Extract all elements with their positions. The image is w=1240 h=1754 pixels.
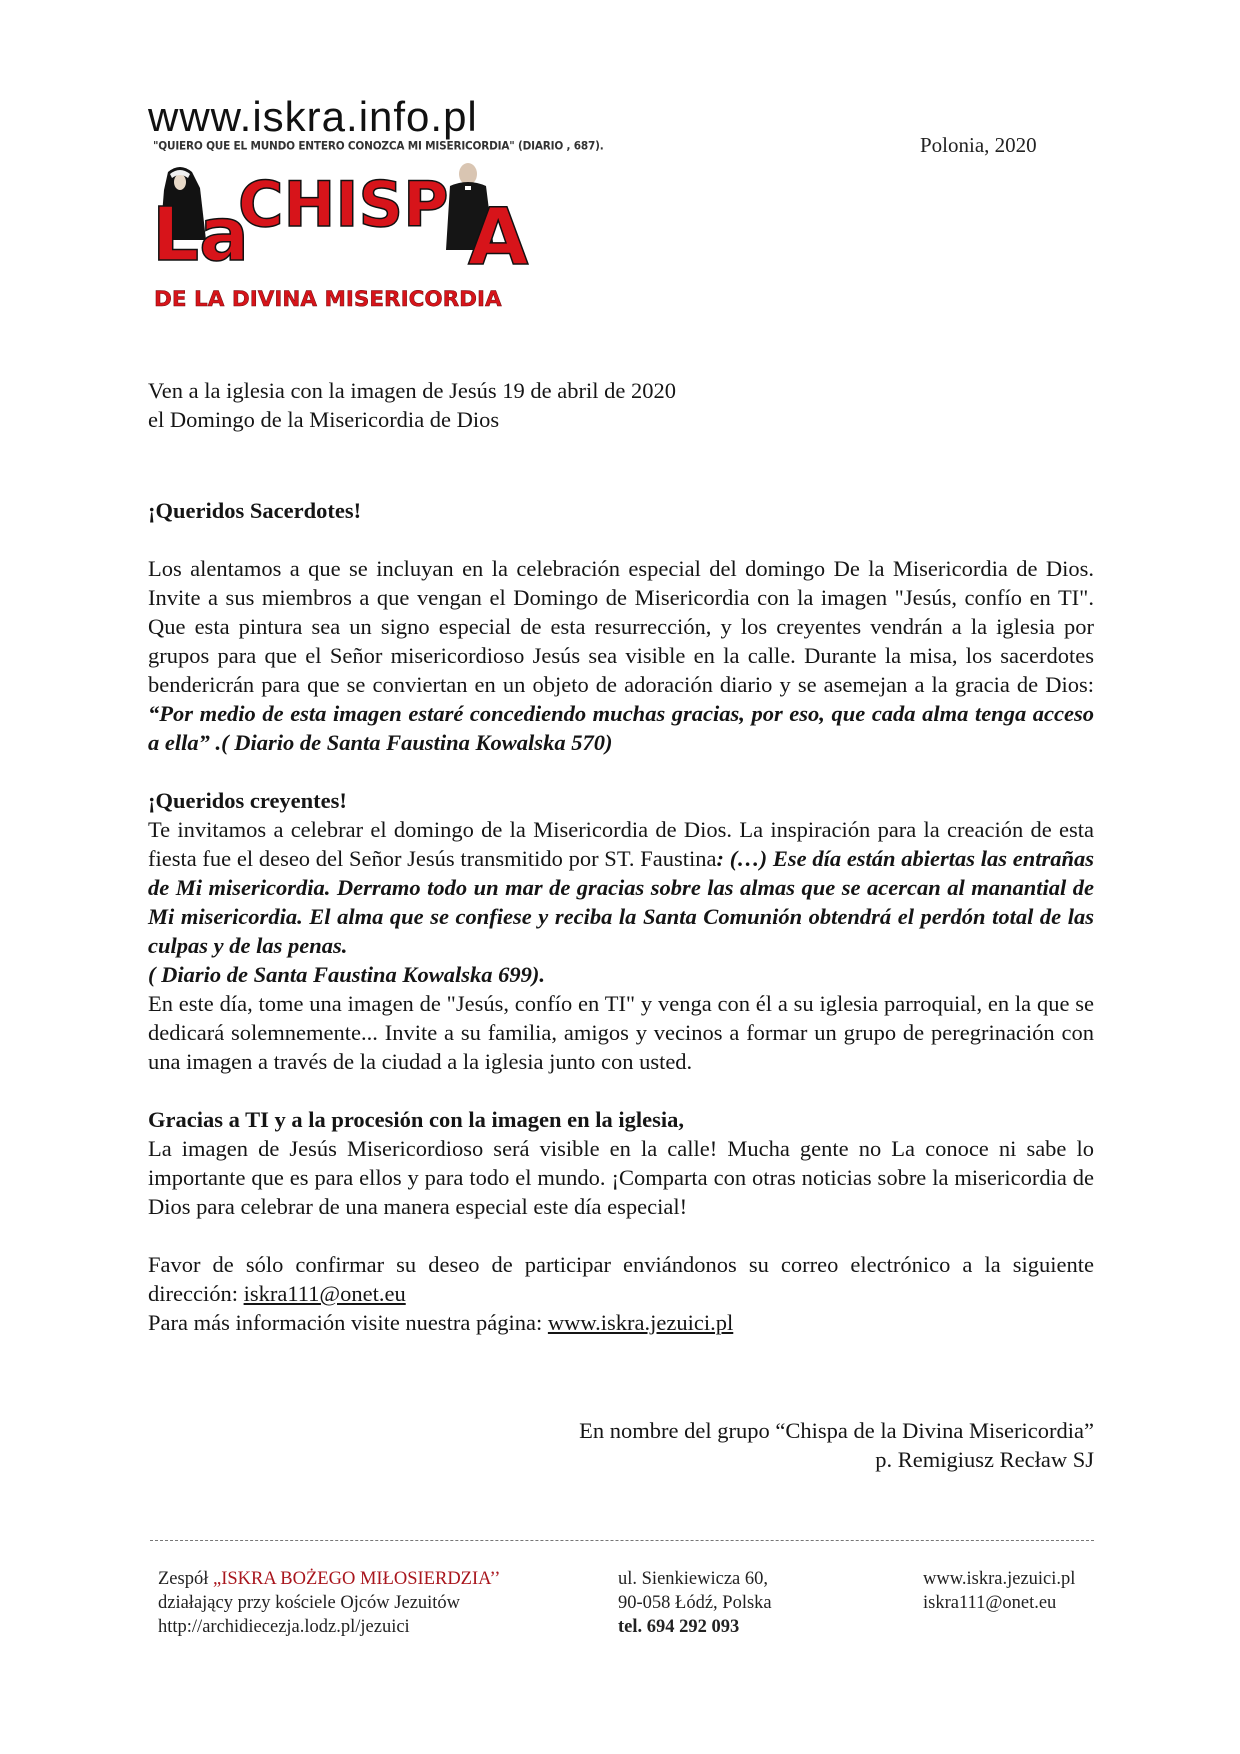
intro-line-2: el Domingo de la Misericordia de Dios bbox=[148, 407, 500, 432]
intro-line-1: Ven a la iglesia con la imagen de Jesús 19 de abril de 2020 bbox=[148, 378, 676, 403]
signature-group-line: En nombre del grupo “Chispa de la Divina Misericordia” bbox=[579, 1418, 1094, 1443]
thanks-heading: Gracias a TI y a la procesión con la imagen en la iglesia, bbox=[148, 1107, 685, 1132]
contact-text: Favor de sólo confirmar su deseo de participar enviándonos su correo electrónico a la siguiente dirección: bbox=[148, 1252, 1094, 1306]
logo-subtitle-text: DE LA DIVINA MISERICORDIA bbox=[154, 287, 502, 312]
believers-paragraph bbox=[148, 815, 1094, 960]
footer-address bbox=[618, 1567, 772, 1639]
info-line bbox=[148, 1308, 1094, 1337]
believers-quote: : (…) Ese día están abiertas las entrañas de Mi misericordia. Derramo todo un mar de gracias sobre las almas que se acercan al manantial de Mi misericordia. El alma que se confiese y reciba la Santa Comunión obtendrá el perdón total de las culpas y de las penas. bbox=[148, 846, 1094, 958]
footer-email[interactable]: iskra111@onet.eu bbox=[923, 1593, 1057, 1613]
priests-text: Los alentamos a que se incluyan en la celebración especial del domingo De la Misericordia de Dios. Invite a sus miembros a que vengan el Domingo de Misericordia con la imagen "Jesús, confío en TI". Que esta pintura sea un signo especial de esta resurrección, y los creyentes vendrán a la iglesia por grupos para que el Señor misericordioso Jesús sea visible en la calle. Durante la misa, los sacerdotes bendericrán para que se conviertan en un objeto de adoración diario y se asemejan a la gracia de Dios: bbox=[148, 556, 1094, 697]
priests-heading: ¡Queridos Sacerdotes! bbox=[148, 498, 362, 523]
la-chispa-logo bbox=[150, 160, 540, 320]
footer-divider bbox=[150, 1540, 1094, 1541]
footer-org-name: „ISKRA BOŻEGO MIŁOSIERDZIA’’ bbox=[212, 1569, 501, 1589]
contact-email-link[interactable]: iskra111@onet.eu bbox=[243, 1281, 406, 1306]
footer-org-line-2: działający przy kościele Ojców Jezuitów bbox=[158, 1593, 461, 1613]
believers-text: Te invitamos a celebrar el domingo de la Misericordia de Dios. La inspiración para la creación de esta fiesta fue el deseo del Señor Jesús transmitido por ST. Faustina bbox=[148, 817, 1094, 871]
priests-paragraph bbox=[148, 554, 1094, 757]
site-url[interactable]: www.iskra.info.pl bbox=[148, 93, 478, 140]
footer-org-prefix: Zespół bbox=[158, 1569, 213, 1589]
footer-org-line-1 bbox=[158, 1567, 500, 1591]
signature-block bbox=[579, 1416, 1094, 1474]
believers-paragraph-2: En este día, tome una imagen de "Jesús, confío en TI" y venga con él a su iglesia parroquial, en la que se dedicará solemnemente... Invite a su familia, amigos y vecinos a formar un grupo de peregrinación con una imagen a través de la ciudad a la iglesia junto con usted. bbox=[148, 991, 1094, 1074]
footer-contact bbox=[923, 1567, 1075, 1615]
footer-phone: tel. 694 292 093 bbox=[618, 1617, 740, 1637]
footer-org-url[interactable]: http://archidiecezja.lodz.pl/jezuici bbox=[158, 1617, 410, 1637]
info-prefix: Para más información visite nuestra página: bbox=[148, 1310, 548, 1335]
thanks-paragraph: La imagen de Jesús Misericordioso será visible en la calle! Mucha gente no La conoce ni sabe lo importante que es para ellos y para todo el mundo. ¡Comparta con otras noticias sobre la misericordia de Dios para celebrar de una manera especial este día especial! bbox=[148, 1136, 1094, 1219]
letter-body bbox=[148, 376, 1094, 1337]
logo-tagline: "QUIERO QUE EL MUNDO ENTERO CONOZCA MI MISERICORDIA" (DIARIO , 687). bbox=[153, 139, 604, 153]
logo-a-text: A bbox=[468, 193, 529, 283]
signature-name: p. Remigiusz Recław SJ bbox=[875, 1447, 1094, 1472]
logo-chispa-text: CHISP bbox=[238, 168, 449, 241]
believers-quote-ref: ( Diario de Santa Faustina Kowalska 699). bbox=[148, 962, 545, 987]
footer-street: ul. Sienkiewicza 60, bbox=[618, 1569, 769, 1589]
contact-paragraph bbox=[148, 1250, 1094, 1308]
place-and-date: Polonia, 2020 bbox=[920, 133, 1037, 157]
footer-city: 90-058 Łódź, Polska bbox=[618, 1593, 772, 1613]
logo-la-text: La bbox=[152, 192, 250, 278]
footer-organization bbox=[158, 1567, 500, 1639]
believers-heading: ¡Queridos creyentes! bbox=[148, 788, 347, 813]
footer-website[interactable]: www.iskra.jezuici.pl bbox=[923, 1569, 1076, 1589]
priests-quote: “Por medio de esta imagen estaré concediendo muchas gracias, por eso, que cada alma tenga acceso a ella” .( Diario de Santa Faustina Kowalska 570) bbox=[148, 701, 1094, 755]
website-link[interactable]: www.iskra.jezuici.pl bbox=[547, 1310, 734, 1335]
